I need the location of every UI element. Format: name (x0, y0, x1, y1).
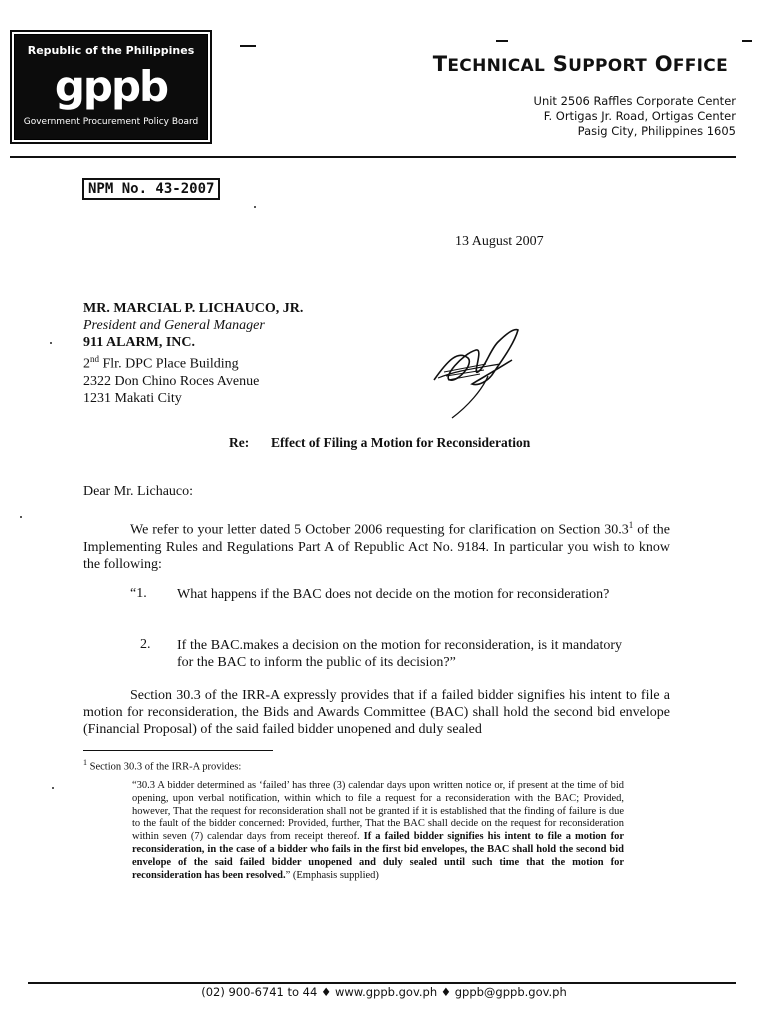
list-item-text: If the BAC.makes a decision on the motion for reconsideration, is it mandatory for the BAC to inform the public of its decision?” (177, 638, 622, 670)
header-divider (10, 156, 736, 158)
office-address-line: Unit 2506 Raffles Corporate Center (533, 94, 736, 108)
re-label: Re: (229, 435, 250, 450)
office-address-line: Pasig City, Philippines 1605 (577, 124, 736, 138)
list-item-text: What happens if the BAC does not decide on the motion for reconsideration? (177, 587, 610, 602)
header-mark (742, 40, 752, 42)
addressee-title: President and General Manager (83, 318, 265, 333)
scan-speck (52, 787, 54, 789)
logo-gppb-mark: gppb (54, 62, 168, 111)
header-mark (240, 45, 256, 47)
scan-speck (20, 516, 22, 518)
footer-contact: (02) 900-6741 to 44 ♦ www.gppb.gov.ph ♦ gppb@gppb.gov.ph (201, 985, 567, 999)
paragraph-1: We refer to your letter dated 5 October 2006 requesting for clarification on Section 30.3$^1$ of the Implementing Rules and Regulations Part A of Republic Act No. 9184. In particular you wish to know the following: (83, 520, 671, 572)
gppb-logo (10, 30, 212, 144)
paragraph-2: Section 30.3 of the IRR-A expressly provides that if a failed bidder signifies his intent to file a motion for reconsideration, the Bids and Awards Committee (BAC) shall hold the second bid envelope (Financial Proposal) of the said failed bidder unopened and duly sealed (83, 688, 670, 737)
handwritten-signature (428, 320, 528, 420)
scan-speck (50, 342, 52, 344)
footnote-quote: “30.3 A bidder determined as ‘failed’ has three (3) calendar days upon written notice or, if present at the time of bid opening, upon verbal notification, within which to file a request for a reconsideration with the BAC; Provided, however, That the request for reconsideration shall not be granted if it is established that the finding of failure is due to the fault of the bidder concerned: Provided, further, That the BAC shall decide on the request for reconsideration within seven (7) calendar days from receipt thereof. If a failed bidder signifies his intent to file a motion for reconsideration, in the case of a bidder who fails in the first bid envelopes, the BAC shall hold the second bid envelope of the said failed bidder unopened and duly sealed until such time that the motion for reconsideration has been resolved.” (Emphasis supplied) (132, 780, 624, 881)
list-item-number: “1. (130, 586, 147, 601)
footer-divider (28, 982, 736, 984)
footnote-intro: $^1$ Section 30.3 of the IRR-A provides: (83, 758, 242, 773)
re-subject: Effect of Filing a Motion for Reconsideration (271, 435, 531, 450)
addressee-street: 2322 Don Chino Roces Avenue (83, 373, 260, 389)
footnote-divider (83, 750, 273, 751)
npm-number: NPM No. 43-2007 (82, 178, 220, 200)
header-mark (496, 40, 508, 42)
addressee-name: MR. MARCIAL P. LICHAUCO, JR. (83, 301, 304, 316)
logo-republic-text: Republic of the Philippines (27, 44, 195, 57)
addressee-block (83, 300, 303, 407)
addressee-building: 2nd Flr. DPC Place Building (83, 354, 239, 372)
logo-board-name: Government Procurement Policy Board (23, 117, 199, 127)
office-title: TECHNICAL SUPPORT OFFICE (432, 52, 728, 76)
addressee-company: 911 ALARM, INC. (83, 335, 196, 350)
scan-speck (254, 206, 256, 208)
salutation: Dear Mr. Lichauco: (83, 484, 194, 499)
list-item-number: 2. (140, 637, 151, 652)
letter-date: 13 August 2007 (455, 234, 544, 249)
office-address-line: F. Ortigas Jr. Road, Ortigas Center (543, 109, 736, 123)
addressee-city: 1231 Makati City (83, 390, 182, 406)
